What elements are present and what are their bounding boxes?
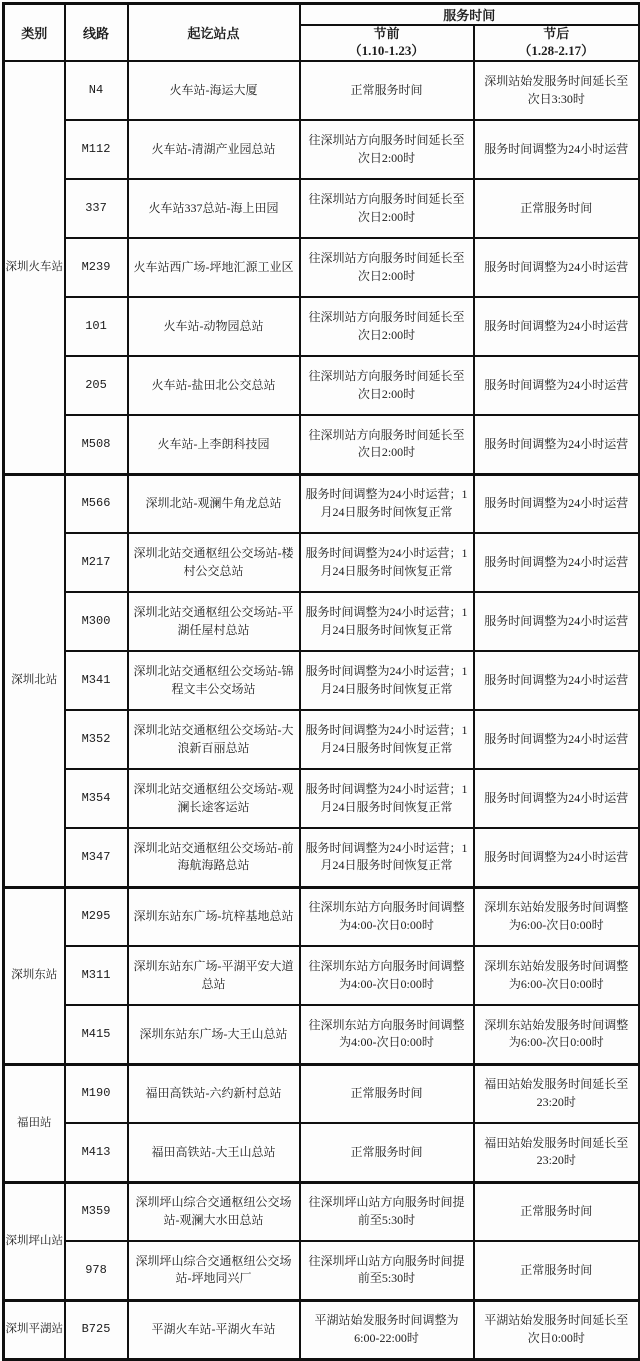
category-cell: 深圳火车站 [4,61,65,474]
pre-festival-cell: 正常服务时间 [300,1064,474,1123]
table-row [4,1182,640,1241]
post-festival-cell: 平湖站始发服务时间延长至次日0:00时 [474,1300,640,1359]
service-time-table [2,2,640,1361]
table-row [4,61,640,120]
pre-festival-cell: 服务时间调整为24小时运营；1月24日服务时间恢复正常 [300,710,474,769]
pre-festival-cell: 服务时间调整为24小时运营；1月24日服务时间恢复正常 [300,651,474,710]
post-festival-cell: 深圳东站始发服务时间调整为6:00-次日0:00时 [474,946,640,1005]
pre-festival-cell: 往深圳东站方向服务时间调整为4:00-次日0:00时 [300,1005,474,1064]
header-category: 类别 [4,4,65,62]
pre-festival-cell: 服务时间调整为24小时运营；1月24日服务时间恢复正常 [300,592,474,651]
table-row [4,1300,640,1359]
header-post-festival-dates: （1.28-2.17） [518,43,595,58]
stations-cell: 深圳北站交通枢纽公交场站-前海航海路总站 [128,828,300,887]
header-route: 线路 [65,4,128,62]
stations-cell: 深圳坪山综合交通枢纽公交场站-坪地同兴厂 [128,1241,300,1300]
header-row-top [4,4,640,26]
pre-festival-cell: 往深圳东站方向服务时间调整为4:00-次日0:00时 [300,946,474,1005]
route-cell: M352 [65,710,128,769]
pre-festival-cell: 往深圳坪山站方向服务时间提前至5:30时 [300,1241,474,1300]
pre-festival-cell: 往深圳东站方向服务时间调整为4:00-次日0:00时 [300,887,474,946]
stations-cell: 平湖火车站-平湖火车站 [128,1300,300,1359]
pre-festival-cell: 往深圳坪山站方向服务时间提前至5:30时 [300,1182,474,1241]
stations-cell: 火车站-上李朗科技园 [128,415,300,474]
stations-cell: 深圳北站交通枢纽公交场站-观澜长途客运站 [128,769,300,828]
post-festival-cell: 服务时间调整为24小时运营 [474,474,640,533]
post-festival-cell: 正常服务时间 [474,179,640,238]
stations-cell: 深圳北站交通枢纽公交场站-平湖任屋村总站 [128,592,300,651]
stations-cell: 火车站-盐田北公交总站 [128,356,300,415]
post-festival-cell: 正常服务时间 [474,1182,640,1241]
route-cell: M341 [65,651,128,710]
post-festival-cell: 服务时间调整为24小时运营 [474,828,640,887]
post-festival-cell: 服务时间调整为24小时运营 [474,238,640,297]
stations-cell: 火车站-动物园总站 [128,297,300,356]
table-row [4,297,640,356]
pre-festival-cell: 正常服务时间 [300,1123,474,1182]
post-festival-cell: 福田站始发服务时间延长至23:20时 [474,1123,640,1182]
stations-cell: 火车站-清湖产业园总站 [128,120,300,179]
pre-festival-cell: 平湖站始发服务时间调整为6:00-22:00时 [300,1300,474,1359]
stations-cell: 火车站337总站-海上田园 [128,179,300,238]
route-cell: 101 [65,297,128,356]
category-cell: 深圳北站 [4,474,65,887]
category-cell: 深圳平湖站 [4,1300,65,1359]
route-cell: 205 [65,356,128,415]
header-post-festival [474,25,640,61]
route-cell: M508 [65,415,128,474]
pre-festival-cell: 往深圳站方向服务时间延长至次日2:00时 [300,238,474,297]
post-festival-cell: 服务时间调整为24小时运营 [474,651,640,710]
table-row [4,474,640,533]
table-header [4,4,640,62]
route-cell: M359 [65,1182,128,1241]
table-row [4,356,640,415]
header-pre-festival-label: 节前 [373,26,400,42]
pre-festival-cell: 往深圳站方向服务时间延长至次日2:00时 [300,297,474,356]
post-festival-cell: 深圳站始发服务时间延长至次日3:30时 [474,61,640,120]
route-cell: M311 [65,946,128,1005]
pre-festival-cell: 正常服务时间 [300,61,474,120]
post-festival-cell: 服务时间调整为24小时运营 [474,533,640,592]
pre-festival-cell: 往深圳站方向服务时间延长至次日2:00时 [300,120,474,179]
header-stations: 起讫站点 [128,4,300,62]
table-body [4,61,640,1359]
post-festival-cell: 服务时间调整为24小时运营 [474,356,640,415]
table-row [4,710,640,769]
table-row [4,120,640,179]
stations-cell: 福田高铁站-六约新村总站 [128,1064,300,1123]
header-post-festival-label: 节后 [543,26,570,42]
table-row [4,179,640,238]
category-cell: 福田站 [4,1064,65,1182]
table-row [4,887,640,946]
route-cell: 978 [65,1241,128,1300]
stations-cell: 深圳北站-观澜牛角龙总站 [128,474,300,533]
post-festival-cell: 服务时间调整为24小时运营 [474,120,640,179]
table-row [4,769,640,828]
header-service-time: 服务时间 [300,4,640,26]
post-festival-cell: 服务时间调整为24小时运营 [474,710,640,769]
stations-cell: 深圳东站东广场-坑梓基地总站 [128,887,300,946]
header-pre-festival-dates: （1.10-1.23） [348,43,425,58]
category-cell: 深圳东站 [4,887,65,1064]
post-festival-cell: 服务时间调整为24小时运营 [474,592,640,651]
pre-festival-cell: 服务时间调整为24小时运营；1月24日服务时间恢复正常 [300,828,474,887]
table-row [4,415,640,474]
route-cell: M354 [65,769,128,828]
route-cell: M415 [65,1005,128,1064]
post-festival-cell: 深圳东站始发服务时间调整为6:00-次日0:00时 [474,887,640,946]
route-cell: M239 [65,238,128,297]
route-cell: M295 [65,887,128,946]
pre-festival-cell: 往深圳站方向服务时间延长至次日2:00时 [300,415,474,474]
table-row [4,828,640,887]
bus-service-schedule-page [0,2,640,1361]
post-festival-cell: 福田站始发服务时间延长至23:20时 [474,1064,640,1123]
route-cell: M217 [65,533,128,592]
post-festival-cell: 服务时间调整为24小时运营 [474,415,640,474]
stations-cell: 火车站西广场-坪地汇源工业区 [128,238,300,297]
route-cell: M112 [65,120,128,179]
stations-cell: 火车站-海运大厦 [128,61,300,120]
route-cell: M300 [65,592,128,651]
header-pre-festival [300,25,474,61]
route-cell: 337 [65,179,128,238]
table-row [4,1005,640,1064]
stations-cell: 深圳东站东广场-大王山总站 [128,1005,300,1064]
post-festival-cell: 服务时间调整为24小时运营 [474,769,640,828]
route-cell: M347 [65,828,128,887]
route-cell: M190 [65,1064,128,1123]
stations-cell: 深圳东站东广场-平湖平安大道总站 [128,946,300,1005]
table-row [4,533,640,592]
table-row [4,238,640,297]
pre-festival-cell: 往深圳站方向服务时间延长至次日2:00时 [300,356,474,415]
category-cell: 深圳坪山站 [4,1182,65,1300]
table-row [4,592,640,651]
table-row [4,1123,640,1182]
table-row [4,1241,640,1300]
post-festival-cell: 正常服务时间 [474,1241,640,1300]
stations-cell: 深圳北站交通枢纽公交场站-楼村公交总站 [128,533,300,592]
pre-festival-cell: 往深圳站方向服务时间延长至次日2:00时 [300,179,474,238]
route-cell: B725 [65,1300,128,1359]
post-festival-cell: 深圳东站始发服务时间调整为6:00-次日0:00时 [474,1005,640,1064]
table-row [4,1064,640,1123]
stations-cell: 深圳北站交通枢纽公交场站-锦程文丰公交场站 [128,651,300,710]
route-cell: M413 [65,1123,128,1182]
route-cell: N4 [65,61,128,120]
stations-cell: 深圳坪山综合交通枢纽公交场站-观澜大水田总站 [128,1182,300,1241]
table-row [4,651,640,710]
pre-festival-cell: 服务时间调整为24小时运营；1月24日服务时间恢复正常 [300,474,474,533]
pre-festival-cell: 服务时间调整为24小时运营；1月24日服务时间恢复正常 [300,769,474,828]
stations-cell: 深圳北站交通枢纽公交场站-大浪新百丽总站 [128,710,300,769]
table-row [4,946,640,1005]
pre-festival-cell: 服务时间调整为24小时运营；1月24日服务时间恢复正常 [300,533,474,592]
stations-cell: 福田高铁站-大王山总站 [128,1123,300,1182]
route-cell: M566 [65,474,128,533]
post-festival-cell: 服务时间调整为24小时运营 [474,297,640,356]
